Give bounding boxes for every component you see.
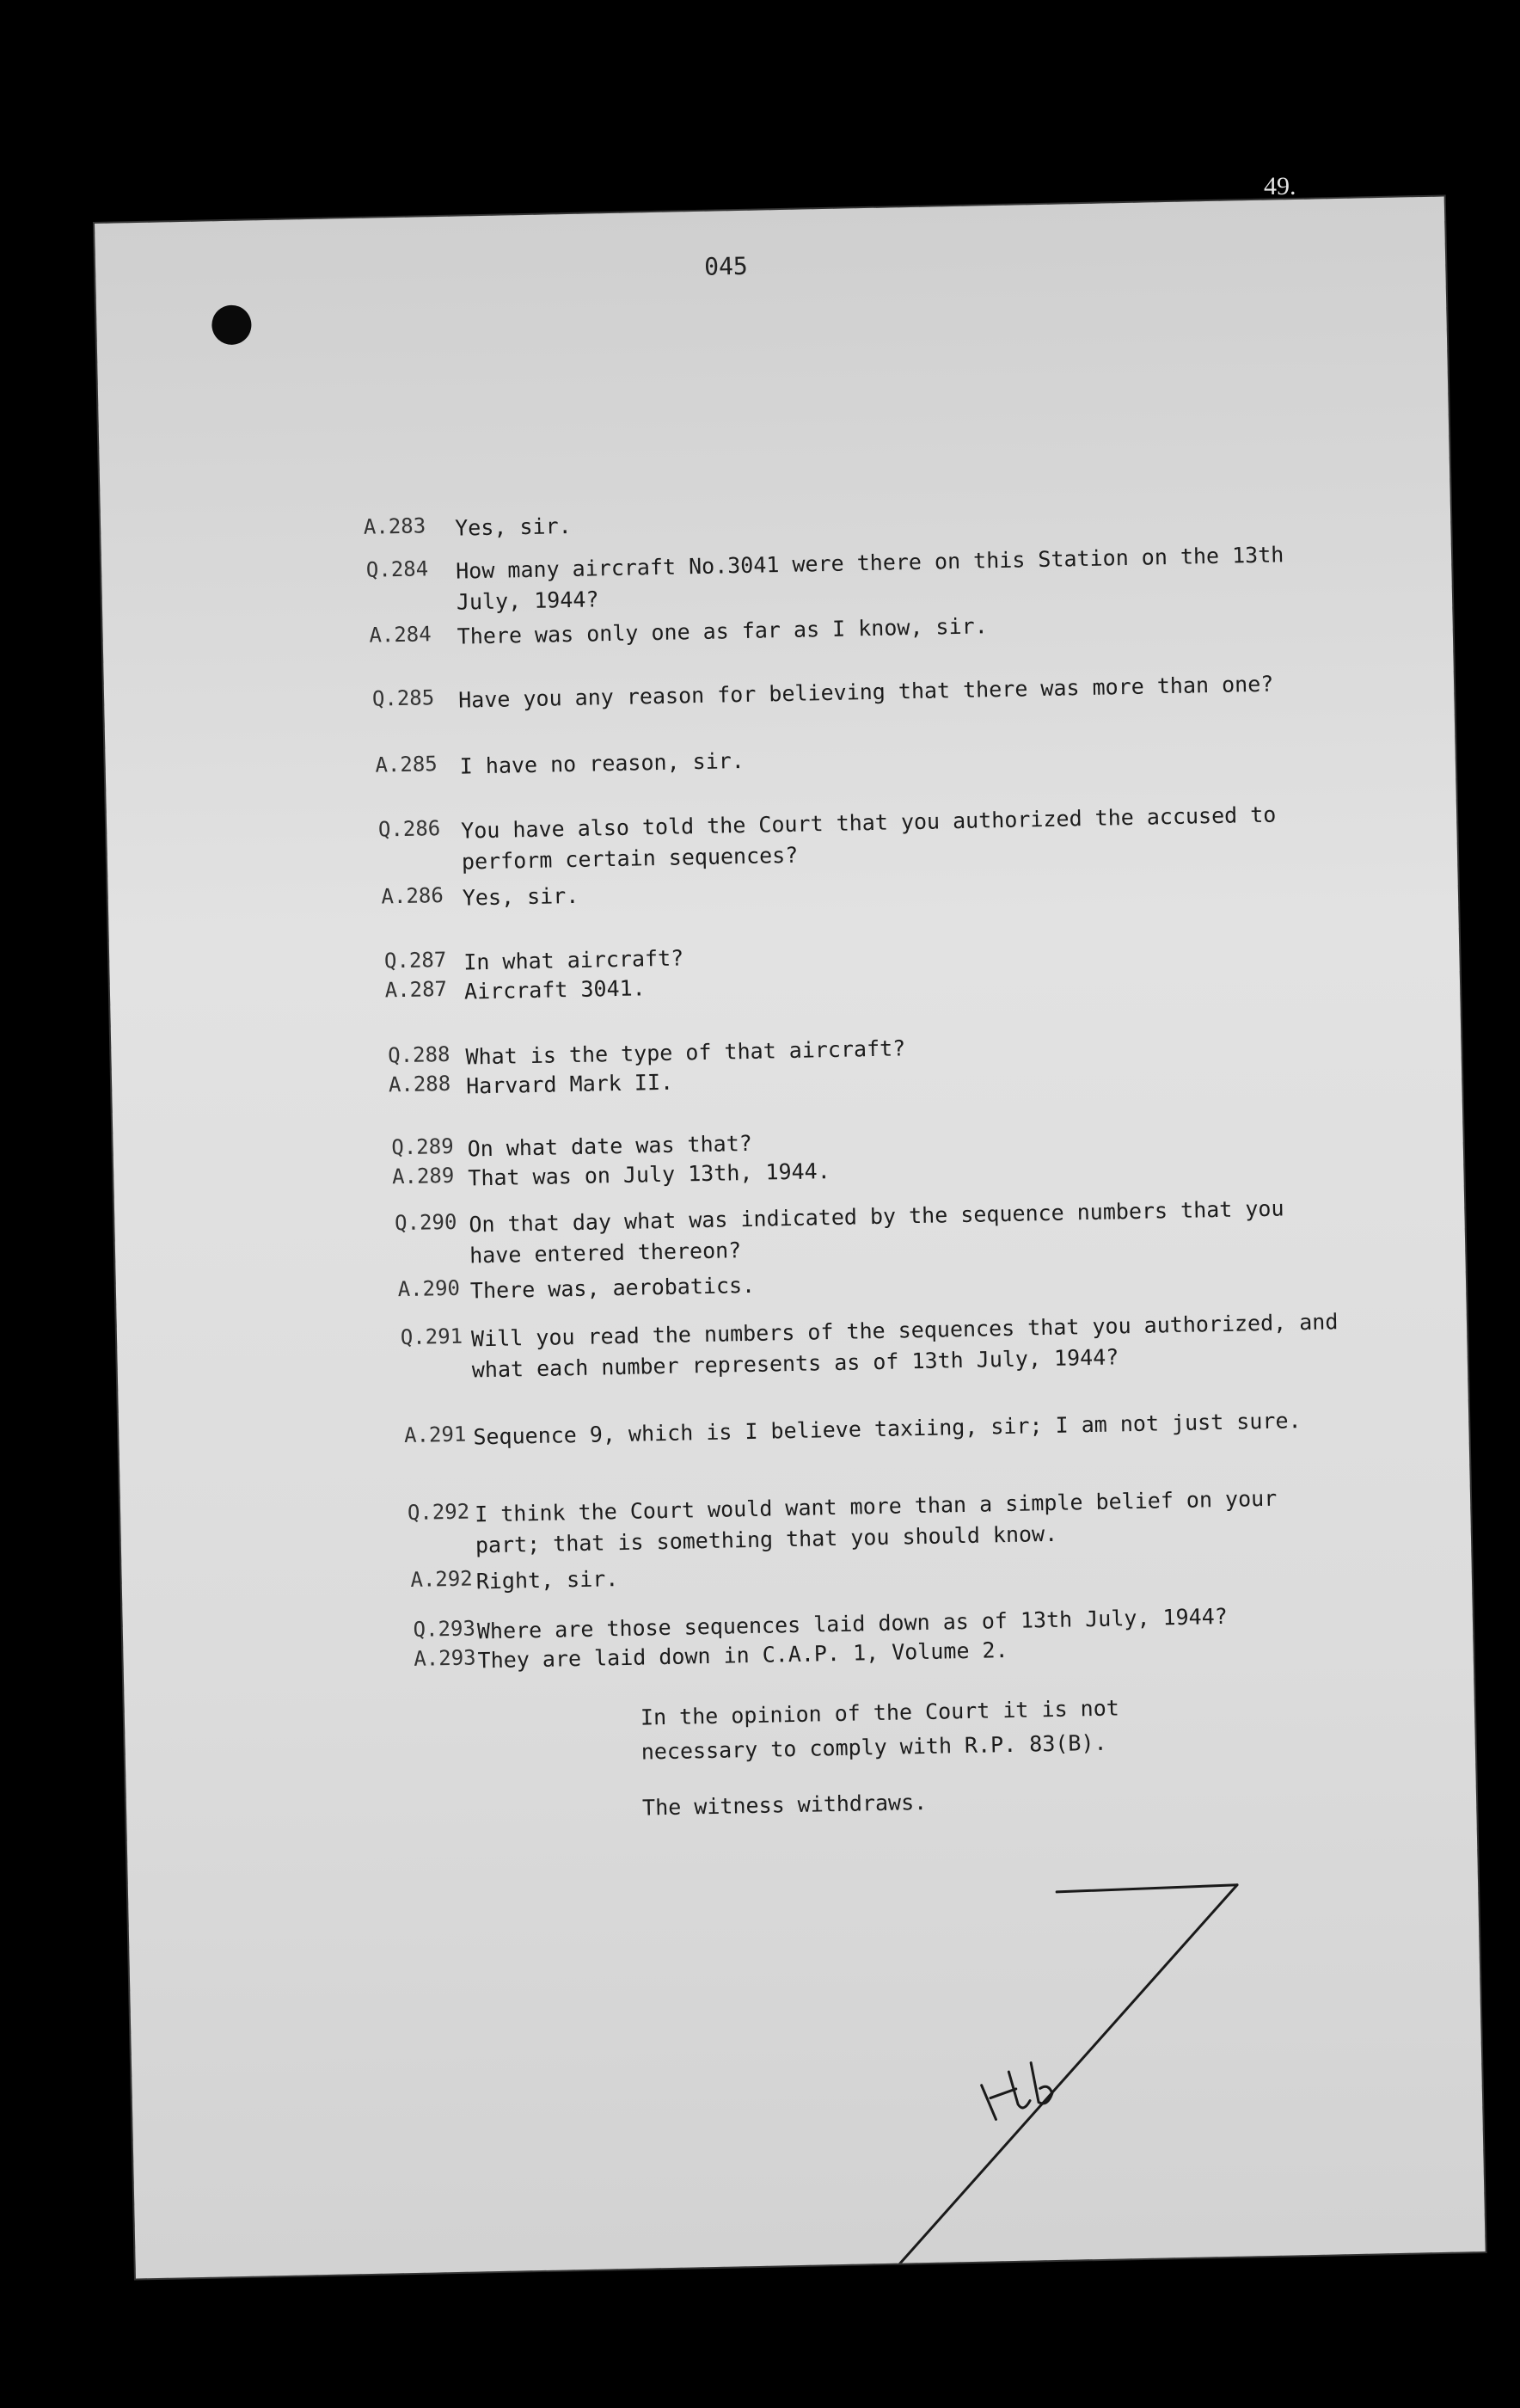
- entry-text: How many aircraft No.3041 were there on this Station on the 13th July, 1944?: [455, 542, 1297, 615]
- entry-label: A.285: [375, 752, 438, 777]
- initials-diagonal-stroke: [885, 1885, 1245, 2272]
- entry-text: Sequence 9, which is I believe taxiing, sir; I am not just sure.: [473, 1408, 1302, 1450]
- entry-label: A.286: [381, 883, 444, 909]
- entry-label: A.288: [388, 1071, 451, 1097]
- entry-label: Q.291: [400, 1324, 463, 1350]
- entry-label: Q.286: [377, 816, 441, 842]
- entry-label: A.283: [363, 513, 426, 539]
- entry-text: Yes, sir.: [454, 513, 572, 541]
- entry-text: In what aircraft?: [463, 945, 684, 975]
- entry-text: There was, aerobatics.: [469, 1272, 756, 1304]
- entry-label: A.289: [391, 1163, 455, 1189]
- entry-text: You have also told the Court that you authorized the accused to perform certain sequences?: [460, 802, 1290, 875]
- entry-label: A.292: [410, 1566, 473, 1592]
- entry-text: Right, sir.: [475, 1566, 619, 1594]
- entry-label: A.287: [384, 976, 448, 1003]
- initials-mark: [95, 196, 1486, 2278]
- entry-label: A.293: [414, 1645, 476, 1671]
- entry-text: I have no reason, sir.: [459, 747, 745, 779]
- entry-label: Q.289: [391, 1133, 454, 1160]
- page-number: 045: [703, 251, 749, 281]
- entry-label: Q.292: [407, 1499, 470, 1525]
- entry-text: Where are those sequences laid down as of 13th July, 1944?: [476, 1603, 1229, 1644]
- entry-text: Harvard Mark II.: [465, 1069, 674, 1099]
- initials-top-rule: [1057, 1885, 1237, 1892]
- court-opinion-note: In the opinion of the Court it is not necessary to comply with R.P. 83(B).: [640, 1695, 1120, 1765]
- entry-label: Q.287: [383, 947, 447, 974]
- entry-label: Q.293: [413, 1616, 476, 1642]
- entry-text: Yes, sir.: [462, 882, 579, 911]
- entry-text: There was only one as far as I know, sir.: [457, 613, 988, 649]
- witness-withdraws-note: The witness withdraws.: [641, 1789, 928, 1821]
- entry-label: A.290: [397, 1275, 461, 1302]
- entry-text: Have you any reason for believing that there was more than one?: [457, 671, 1274, 713]
- entry-text: I think the Court would want more than a simple belief on your part; that is something that you should know.: [474, 1485, 1290, 1558]
- entry-label: Q.290: [394, 1209, 457, 1236]
- document-page: [95, 196, 1486, 2278]
- entry-label: A.291: [403, 1422, 467, 1448]
- entry-label: Q.285: [371, 685, 435, 711]
- entry-text: On what date was that?: [467, 1130, 753, 1162]
- entry-label: Q.284: [365, 556, 429, 582]
- entry-text: What is the type of that aircraft?: [465, 1035, 906, 1070]
- handwritten-initials: [981, 2062, 1052, 2120]
- entry-text: That was on July 13th, 1944.: [468, 1158, 831, 1191]
- initials-base-rule: [892, 2266, 1030, 2272]
- entry-text: On that day what was indicated by the sequence numbers that you have entered thereon?: [469, 1195, 1297, 1268]
- entry-text: They are laid down in C.A.P. 1, Volume 2.: [477, 1637, 1008, 1674]
- entry-text: Aircraft 3041.: [463, 975, 646, 1004]
- entry-label: A.284: [369, 622, 432, 648]
- folio-number: 49.: [1264, 172, 1296, 200]
- entry-label: Q.288: [387, 1041, 450, 1068]
- entry-text: Will you read the numbers of the sequences that you authorized, and what each number represents as of 13th July, 1944?: [470, 1308, 1351, 1383]
